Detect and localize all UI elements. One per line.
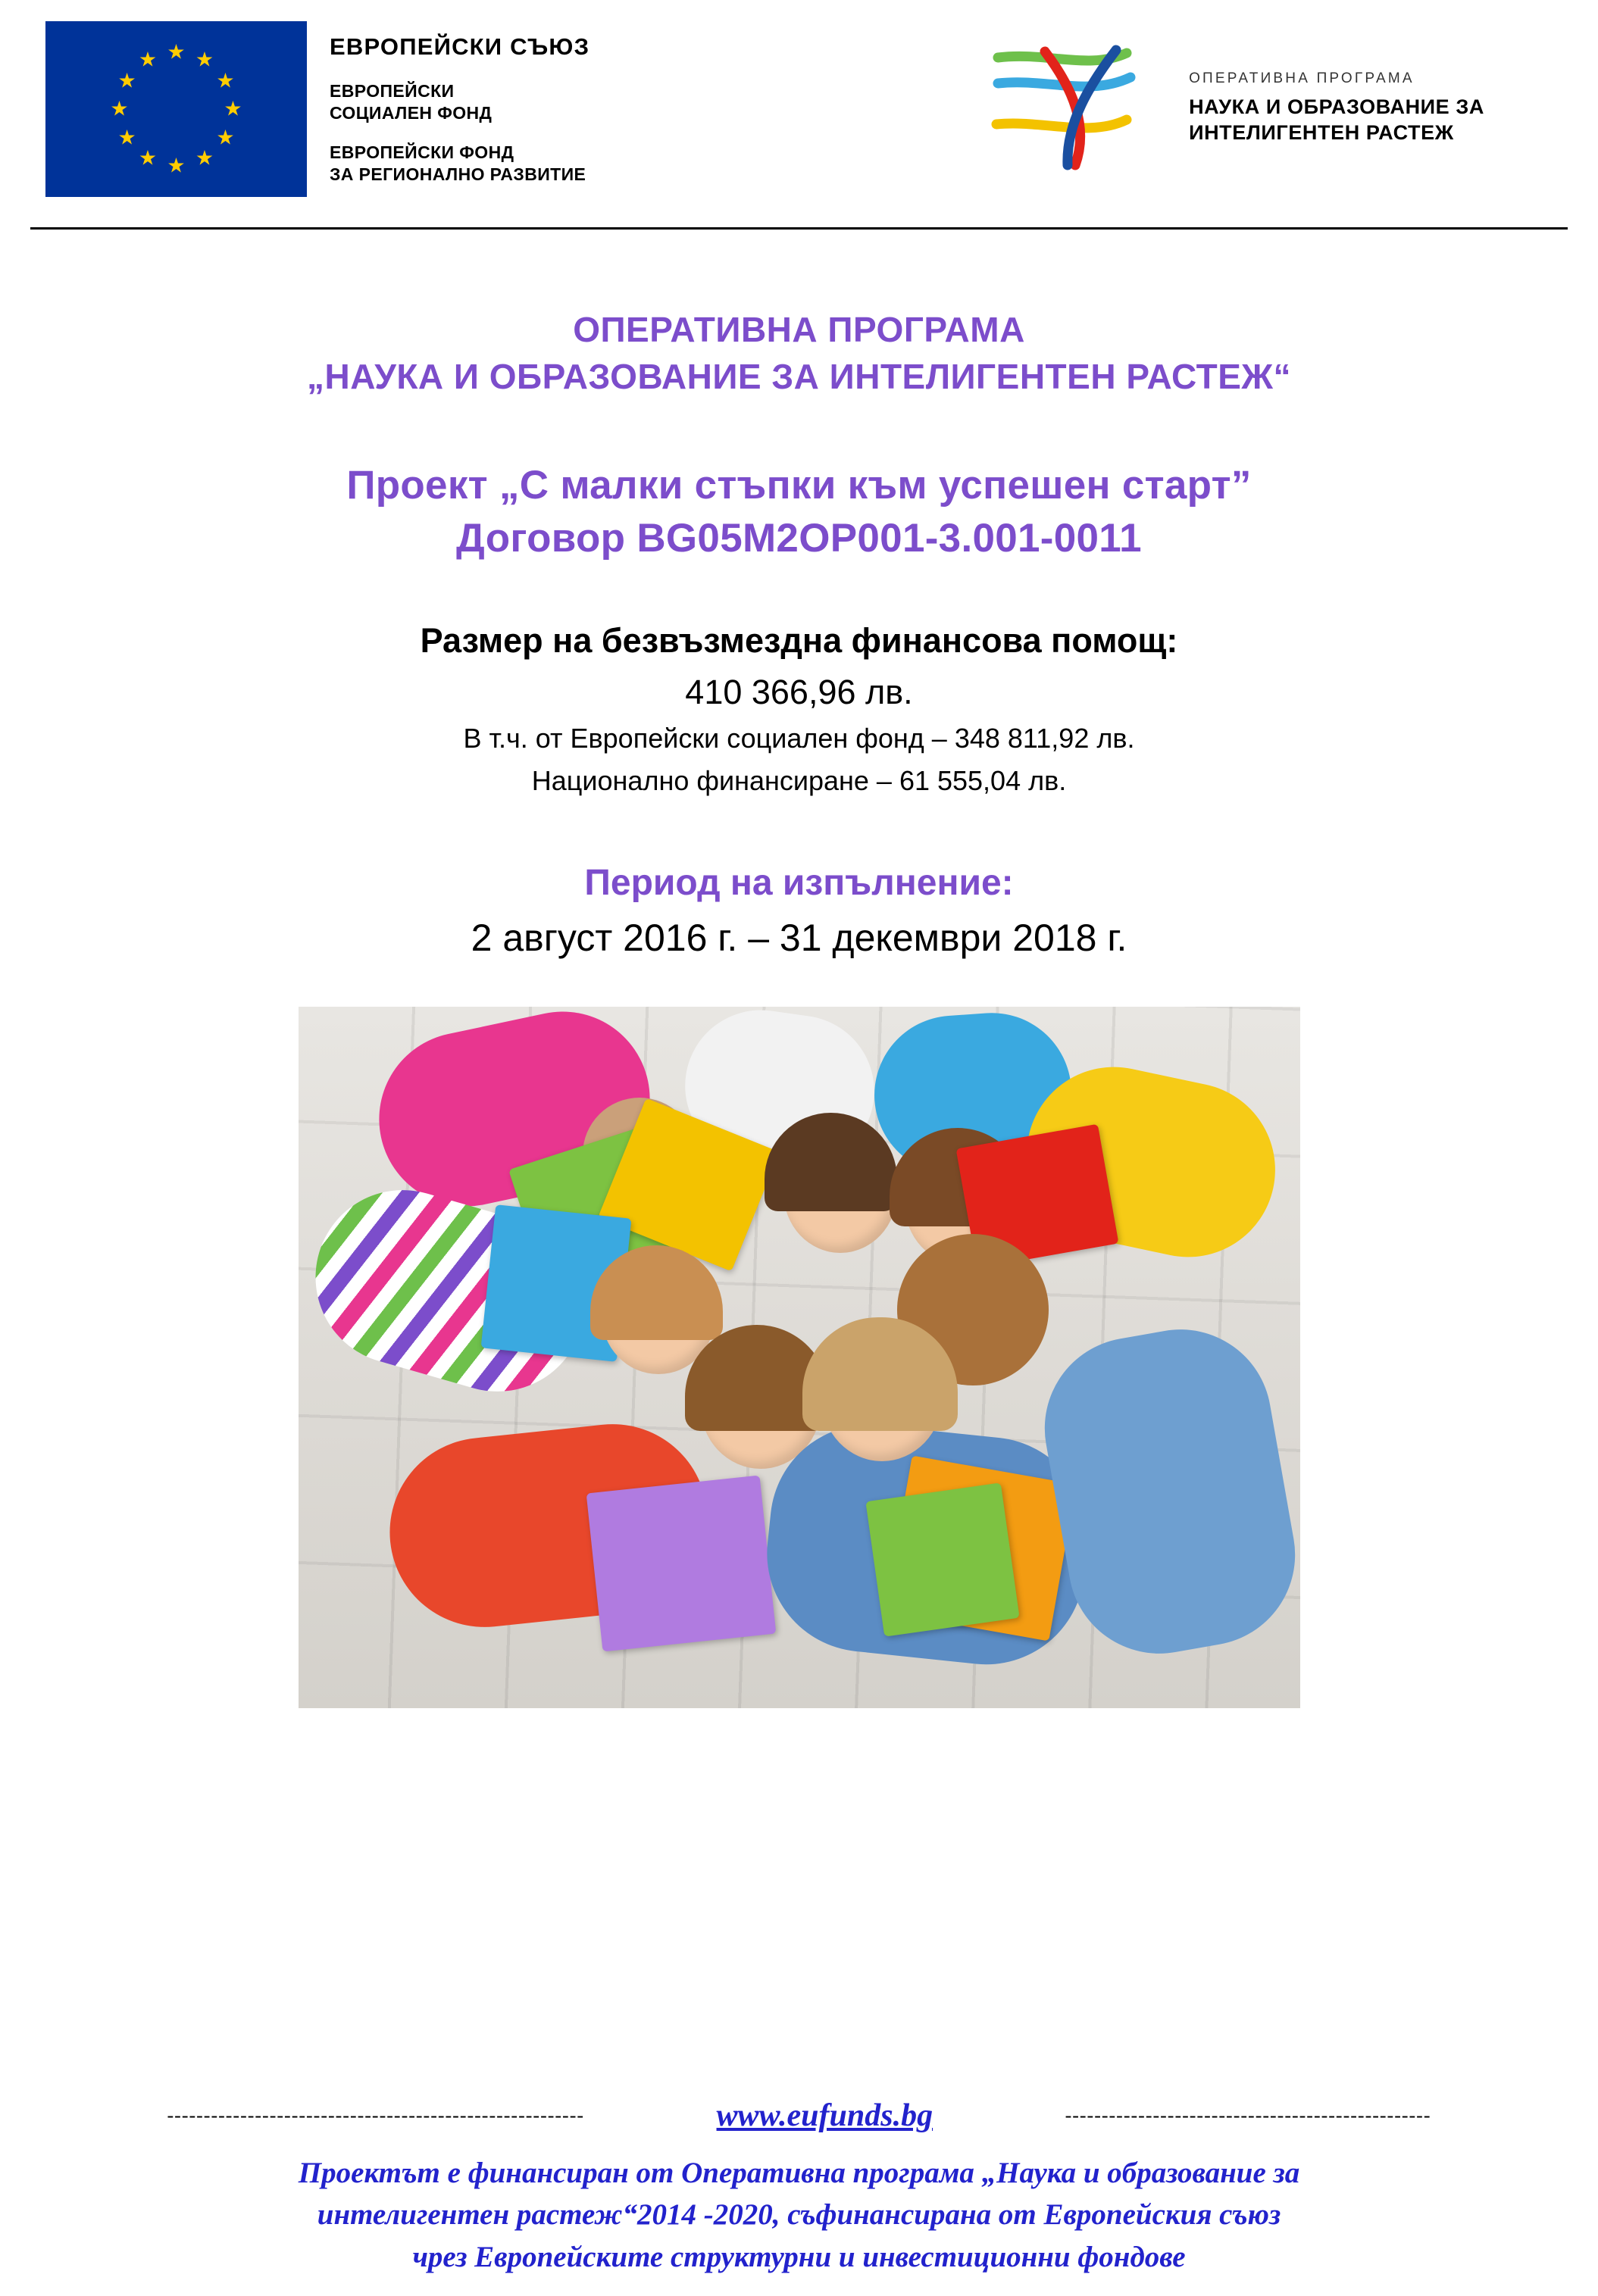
document-footer [0, 2098, 1598, 2278]
grant-label: Размер на безвъзмездна финансова помощ: [420, 621, 1178, 661]
op-logo-text [1189, 70, 1484, 146]
program-heading [0, 306, 1598, 400]
footer-funding-note [0, 2152, 1598, 2278]
eu-regional-fund-line2: ЗА РЕГИОНАЛНО РАЗВИТИЕ [330, 164, 586, 185]
book [865, 1482, 1019, 1636]
footer-note-line1: Проектът е финансиран от Оперативна програма „Наука и образование за [298, 2156, 1300, 2189]
eu-regional-fund-line1: ЕВРОПЕЙСКИ ФОНД [330, 142, 514, 162]
header-divider [30, 227, 1568, 230]
eu-stars-group: ★ ★ ★ ★ ★ ★ ★ ★ ★ ★ ★ ★ [110, 40, 242, 177]
header-logos-row [30, 21, 1568, 203]
program-heading-line2: „НАУКА И ОБРАЗОВАНИЕ ЗА ИНТЕЛИГЕНТЕН РАСТЕЖ“ [307, 357, 1291, 397]
grant-national-share: Национално финансиране – 61 555,04 лв. [531, 765, 1067, 797]
footer-dashes-right: -------------------------------------------------- [1065, 2104, 1431, 2126]
eu-social-fund-line1: ЕВРОПЕЙСКИ [330, 81, 455, 101]
op-logo-big-line1: НАУКА И ОБРАЗОВАНИЕ ЗА [1189, 95, 1484, 119]
project-title [0, 459, 1598, 565]
eu-flag-icon [45, 21, 307, 197]
eu-social-fund-label [330, 80, 589, 125]
op-logo-block [975, 21, 1484, 173]
eu-logo-block [45, 21, 589, 203]
eufunds-link[interactable]: www.eufunds.bg [716, 2098, 933, 2133]
footer-note-line3: чрез Европейските структурни и инвестиционни фондове [412, 2240, 1186, 2273]
period-label: Период на изпълнение: [584, 863, 1014, 904]
period-value: 2 август 2016 г. – 31 декември 2018 г. [471, 917, 1127, 960]
eu-union-title: ЕВРОПЕЙСКИ СЪЮЗ [330, 33, 590, 60]
footer-dashes-left: --------------------------------------------------------- [167, 2104, 585, 2126]
book [586, 1476, 776, 1652]
op-program-mark-icon [975, 44, 1172, 173]
op-logo-big-line2: ИНТЕЛИГЕНТЕН РАСТЕЖ [1189, 121, 1454, 144]
project-contract-number: Договор BG05M2OP001-3.001-0011 [456, 516, 1142, 561]
op-logo-small-label: ОПЕРАТИВНА ПРОГРАМА [1189, 70, 1415, 87]
footer-url-line [0, 2098, 1598, 2134]
eu-regional-fund-label [330, 142, 589, 186]
op-logo-big-label [1189, 95, 1484, 146]
project-title-line1: Проект „С малки стъпки към успешен старт” [346, 463, 1252, 508]
grant-amount: 410 366,96 лв. [685, 673, 913, 712]
footer-note-line2: интелигентен растеж“2014 -2020, съфинансирана от Европейския съюз [317, 2198, 1281, 2232]
document-body [0, 206, 1598, 1708]
document-header [0, 0, 1598, 206]
grant-esf-share: В т.ч. от Европейски социален фонд – 348 811,92 лв. [463, 723, 1135, 754]
program-heading-line1: ОПЕРАТИВНА ПРОГРАМА [573, 310, 1025, 349]
eu-social-fund-line2: СОЦИАЛЕН ФОНД [330, 103, 493, 123]
children-photo [299, 1007, 1300, 1708]
eu-logo-text [330, 21, 589, 203]
